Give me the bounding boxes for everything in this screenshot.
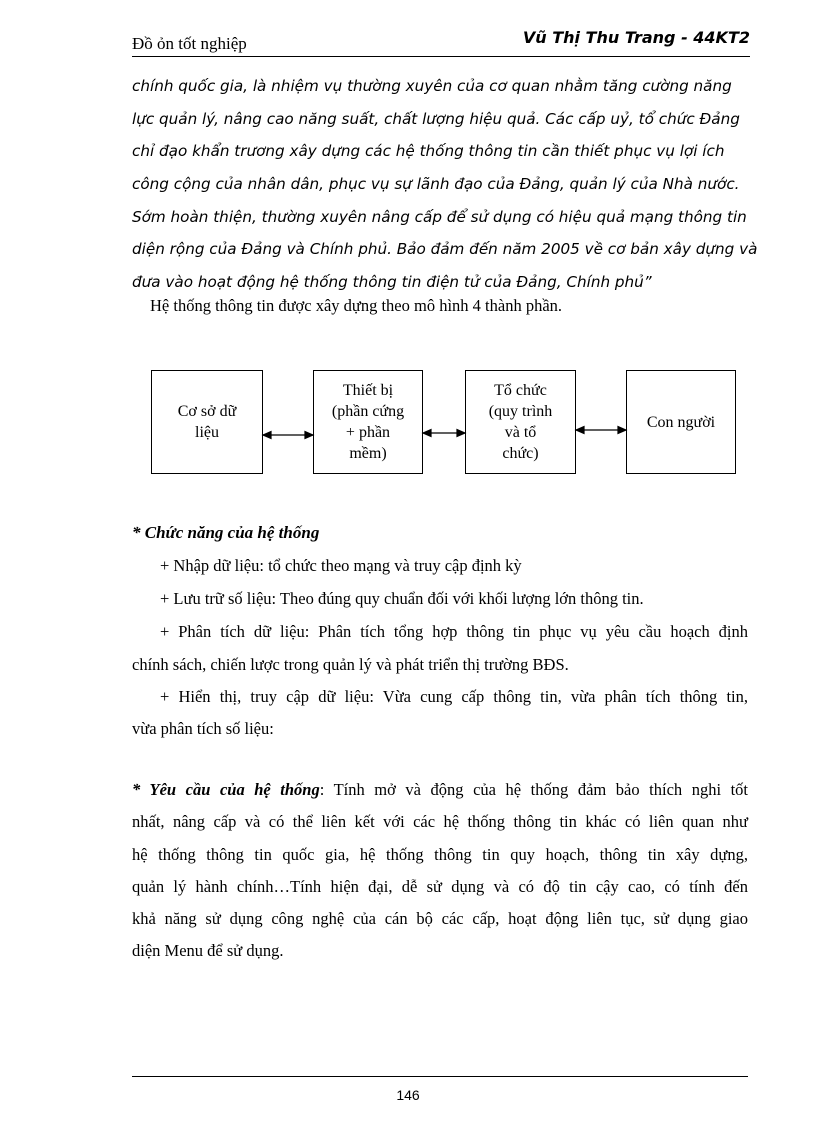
diagram-box-organization [465, 370, 576, 474]
requirements-line: quản lý hành chính…Tính hiện đại, dễ sử dụng và có độ tin cậy cao, có tính đến [132, 877, 748, 896]
quote-line: Sớm hoàn thiện, thường xuyên nâng cấp để sử dụng có hiệu quả mạng thông tin [132, 207, 747, 226]
quote-line: công cộng của nhân dân, phục vụ sự lãnh đạo của Đảng, quản lý của Nhà nước. [132, 175, 740, 194]
diagram-box-hardware [313, 370, 423, 474]
function-item: + Phân tích dữ liệu: Phân tích tổng hợp thông tin phục vụ yêu cầu hoạch định [160, 622, 748, 641]
requirements-first-line [132, 780, 748, 800]
box-text: (phần cứng [331, 403, 405, 420]
intro-sentence: Hệ thống thông tin được xây dựng theo mô hình 4 thành phần. [150, 296, 563, 315]
function-item: + Nhập dữ liệu: tổ chức theo mạng và truy cập định kỳ [160, 556, 522, 575]
function-item-continued: chính sách, chiến lược trong quản lý và phát triển thị trường BĐS. [132, 655, 569, 674]
box-text: (quy trình [488, 403, 553, 420]
requirements-line: khả năng sử dụng công nghệ của cán bộ các cấp, hoạt động liên tục, sử dụng giao [132, 909, 748, 928]
arrowhead-left [423, 430, 431, 437]
requirements-line: diện Menu để sử dụng. [132, 941, 284, 960]
quote-line: chỉ đạo khẩn trương xây dựng các hệ thống thông tin cần thiết phục vụ lợi ích [132, 142, 725, 161]
quote-line: chính quốc gia, là nhiệm vụ thường xuyên của cơ quan nhằm tăng cường năng [132, 77, 732, 95]
box-text: Cơ sở dữ [177, 403, 237, 420]
box-text: chức) [502, 445, 539, 462]
box-text: mềm) [349, 445, 387, 462]
page-number: 146 [396, 1087, 420, 1103]
box-text: liệu [195, 424, 219, 441]
functions-heading: * Chức năng của hệ thống [132, 523, 320, 542]
requirements-line: nhất, nâng cấp và có thể liên kết với các hệ thống thông tin khác có liên quan như [132, 812, 748, 831]
requirements-heading: * Yêu cầu của hệ thống [132, 780, 320, 799]
quote-line: diện rộng của Đảng và Chính phủ. Bảo đảm đến năm 2005 về cơ bản xây dựng và [132, 240, 758, 259]
arrowhead-left [263, 432, 271, 439]
arrowhead-right [618, 427, 626, 434]
arrowhead-left [576, 427, 584, 434]
diagram-box-people [626, 370, 736, 474]
box-text: Tổ chức [494, 382, 547, 399]
footer-divider [132, 1076, 748, 1077]
quote-line: lực quản lý, nâng cao năng suất, chất lượng hiệu quả. Các cấp uỷ, tổ chức Đảng [132, 109, 740, 128]
arrowhead-right [457, 430, 465, 437]
function-item: + Lưu trữ số liệu: Theo đúng quy chuẩn đối với khối lượng lớn thông tin. [160, 589, 644, 608]
quote-line: đưa vào hoạt động hệ thống thông tin điện tử của Đảng, Chính phủ” [132, 273, 652, 292]
diagram-box-database [151, 370, 263, 474]
box-text: Thiết bị [342, 382, 394, 399]
quote-paragraph [132, 70, 758, 299]
box-text: và tổ [504, 424, 537, 441]
box-text: Con người [646, 413, 716, 431]
requirements-text: : Tính mở và động của hệ thống đảm bảo thích nghi tốt [319, 780, 749, 799]
arrowhead-right [305, 432, 313, 439]
function-item-continued: vừa phân tích số liệu: [132, 719, 274, 738]
requirements-line: hệ thống thông tin quốc gia, hệ thống thông tin quy hoạch, thông tin xây dựng, [132, 845, 748, 864]
header-author: Vũ Thị Thu Trang - 44KT2 [522, 28, 750, 47]
function-item: + Hiển thị, truy cập dữ liệu: Vừa cung cấp thông tin, vừa phân tích thông tin, [160, 687, 748, 706]
page-header [132, 22, 750, 57]
box-text: + phần [345, 424, 391, 441]
header-left: Đồ ỏn tốt nghiệp [132, 34, 247, 53]
